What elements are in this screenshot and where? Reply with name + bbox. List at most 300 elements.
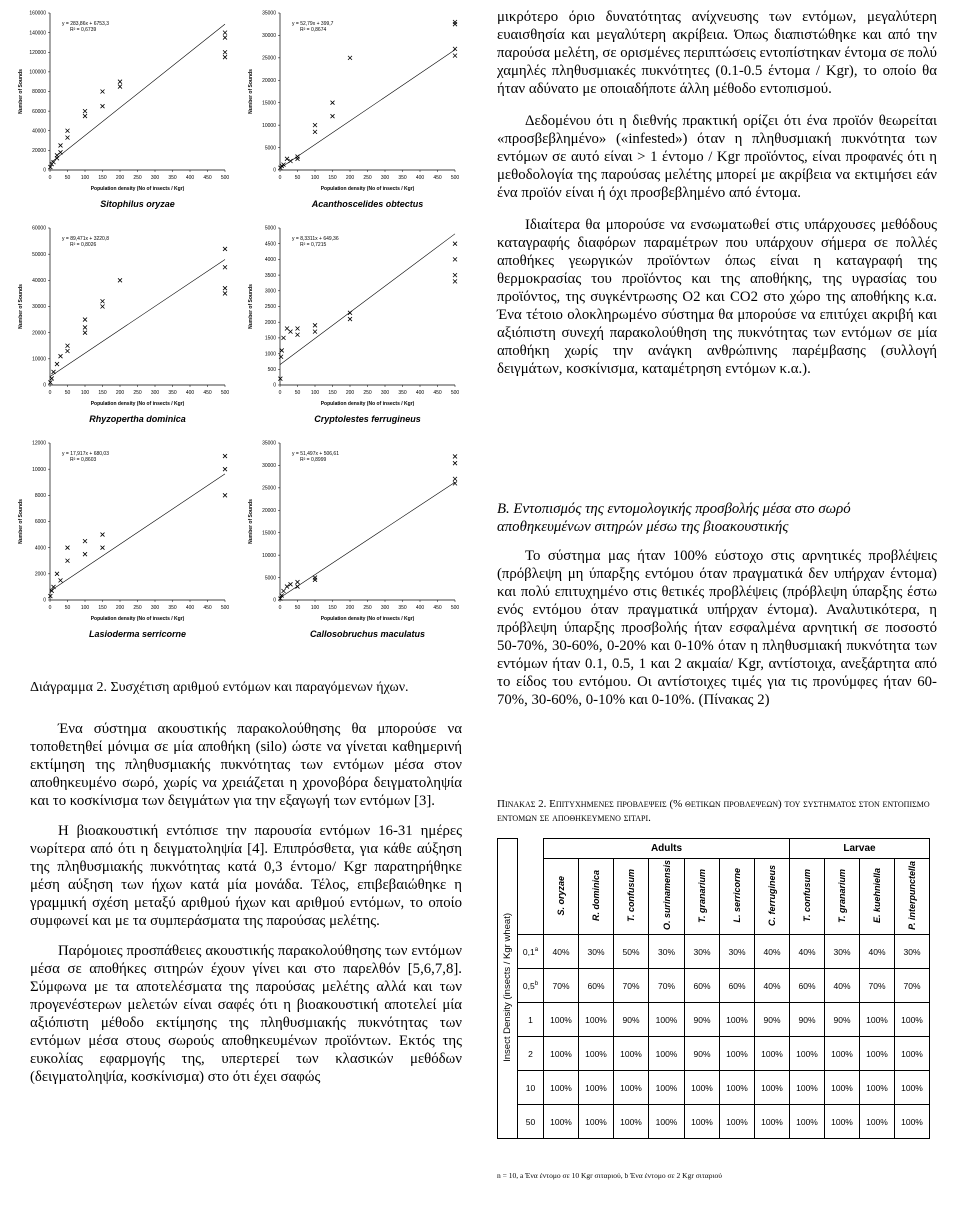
data-point: [101, 104, 105, 108]
x-tick-label: 50: [294, 175, 301, 181]
x-tick-label: 0: [48, 175, 52, 181]
data-point: [278, 377, 282, 381]
regression-equation: y = 89,471x + 3220,8: [62, 236, 109, 242]
x-tick-label: 300: [380, 605, 390, 611]
data-point: [52, 370, 56, 374]
y-tick-label: 100000: [29, 69, 46, 76]
percent-cell: 70%: [544, 969, 579, 1003]
percent-cell: 60%: [720, 969, 755, 1003]
trend-line: [280, 50, 455, 168]
regression-r2: R² = 0,8603: [70, 457, 97, 463]
x-tick-label: 200: [115, 175, 125, 181]
x-tick-label: 100: [80, 390, 90, 396]
trend-line: [50, 24, 225, 163]
x-tick-label: 500: [450, 605, 460, 611]
data-point: [348, 317, 352, 321]
density-value: 10: [518, 1071, 544, 1105]
x-tick-label: 0: [278, 605, 282, 611]
percent-cell: 100%: [649, 1003, 685, 1037]
regression-r2: R² = 0,8674: [300, 27, 327, 33]
y-tick-label: 5000: [264, 225, 276, 232]
trend-line: [280, 234, 455, 365]
species-name: T. granarium: [697, 868, 707, 923]
chart-svg: [240, 435, 470, 650]
percent-cell: 100%: [825, 1037, 860, 1071]
y-tick-label: 60000: [32, 108, 46, 115]
species-header: [755, 859, 790, 935]
species-name: S. oryzae: [556, 875, 566, 916]
x-tick-label: 350: [398, 605, 407, 611]
data-point: [331, 101, 335, 105]
data-point: [83, 109, 87, 113]
x-tick-label: 50: [294, 605, 301, 611]
x-tick-label: 350: [168, 390, 177, 396]
percent-cell: 100%: [579, 1105, 614, 1139]
species-name: T. confusum: [626, 869, 636, 922]
x-tick-label: 100: [310, 175, 320, 181]
y-tick-label: 20000: [32, 148, 46, 155]
data-point: [289, 582, 293, 586]
x-tick-label: 250: [133, 605, 142, 611]
species-header: [860, 859, 895, 935]
species-name: E. kuehniella: [872, 867, 882, 924]
percent-cell: 90%: [790, 1003, 825, 1037]
percent-cell: 100%: [614, 1105, 649, 1139]
percent-cell: 100%: [544, 1105, 579, 1139]
table-row: [498, 935, 930, 969]
data-point: [101, 533, 105, 537]
results-table: [497, 838, 949, 1138]
x-tick-label: 200: [345, 605, 355, 611]
percent-cell: 100%: [860, 1071, 895, 1105]
species-header: [579, 859, 614, 935]
chart-c1: [10, 5, 240, 220]
y-axis-label: Number of Sounds: [18, 69, 24, 114]
percent-cell: 100%: [579, 1037, 614, 1071]
data-point: [285, 157, 289, 161]
data-point: [313, 330, 317, 334]
y-tick-label: 15000: [262, 100, 276, 107]
data-point: [223, 36, 227, 40]
data-point: [101, 305, 105, 309]
right-column-text: [497, 8, 937, 392]
y-tick-label: 1500: [264, 335, 276, 342]
x-tick-label: 450: [203, 175, 212, 181]
percent-cell: 100%: [544, 1037, 579, 1071]
regression-r2: R² = 0,6739: [70, 27, 97, 33]
paragraph: Η βιοακουστική εντόπισε την παρουσία εντόμων 16-31 ημέρες νωρίτερα από ότι η δειγματοληψία [4]. Επιπρόσθετα, για κάθε αύξηση της πληθυσμιακής πυκνότητας κατά 0,3 έντομο/ Kgr παρατηρήθηκε μέση αύξηση των ήχων κατά μία μονάδα. Τέλος, επιβεβαιώθηκε η γραμμική σχέση μεταξύ αριθμού ήχων και αριθμού εντόμων, το οποίο συμφωνεί και με τα συμπεράσματα της παρούσας μελέτης.: [30, 823, 462, 929]
x-tick-label: 450: [433, 390, 442, 396]
data-point: [279, 355, 283, 359]
regression-r2: R² = 0,8999: [300, 457, 327, 463]
density-value: 0,1$^a$: [518, 935, 544, 969]
data-point: [331, 114, 335, 118]
chart-svg: [240, 220, 470, 435]
x-tick-label: 0: [278, 390, 282, 396]
percent-cell: 100%: [720, 1105, 755, 1139]
data-point: [118, 80, 122, 84]
data-point: [223, 247, 227, 251]
y-tick-label: 20000: [32, 330, 46, 337]
section-heading: Β. Εντοπισμός της εντομολογικής προσβολής μέσα στο σωρό αποθηκευμένων σιτηρών μέσω της βιοακουστικής: [497, 501, 851, 535]
percent-cell: 40%: [755, 969, 790, 1003]
data-point: [66, 559, 70, 563]
table-row: [498, 969, 930, 1003]
y-tick-label: 30000: [262, 463, 276, 470]
x-tick-label: 350: [398, 390, 407, 396]
percent-cell: 60%: [790, 969, 825, 1003]
y-axis-label: Number of Sounds: [18, 499, 24, 544]
species-header: [614, 859, 649, 935]
section-b-heading: [497, 500, 937, 536]
y-tick-label: 5000: [264, 145, 276, 152]
percent-cell: 100%: [649, 1037, 685, 1071]
x-tick-label: 0: [278, 175, 282, 181]
percent-cell: 100%: [755, 1105, 790, 1139]
x-tick-label: 150: [328, 390, 337, 396]
data-point: [453, 477, 457, 481]
left-column-text: [30, 720, 462, 1098]
data-point: [453, 242, 457, 246]
percent-cell: 100%: [755, 1037, 790, 1071]
percent-cell: 90%: [685, 1037, 720, 1071]
x-tick-label: 400: [185, 390, 195, 396]
y-tick-label: 50000: [32, 251, 46, 258]
chart-title: Rhyzopertha dominica: [89, 414, 186, 424]
x-axis-label: Population density (No of insects / Kgr): [90, 401, 185, 407]
data-point: [313, 130, 317, 134]
header-blank: [518, 839, 544, 935]
data-point: [55, 156, 59, 160]
percent-cell: 100%: [790, 1037, 825, 1071]
table-row: [498, 1105, 930, 1139]
group-header-larvae: Larvae: [790, 839, 930, 859]
density-axis-text: Insect Density (insects / Kgr wheat): [502, 913, 513, 1062]
percent-cell: 60%: [685, 969, 720, 1003]
percent-cell: 30%: [720, 935, 755, 969]
table-title: Πινακας 2. Επιτυχημενες προβλεψεις (% θετικων προβλεψεων) του συστηματος στον εντοπισμο εντομων σε αποθηκευμενο σιταρι.: [497, 798, 930, 824]
chart-title: Callosobruchus maculatus: [309, 629, 426, 639]
x-tick-label: 150: [98, 390, 107, 396]
section-b-body: [497, 547, 937, 709]
density-value: 0,5$^b$: [518, 969, 544, 1003]
data-point: [453, 273, 457, 277]
percent-cell: 100%: [895, 1037, 930, 1071]
percent-cell: 70%: [860, 969, 895, 1003]
x-tick-label: 150: [98, 175, 107, 181]
chart-title: Lasioderma serricorne: [88, 629, 187, 639]
regression-equation: y = 8,3311x + 649,36: [292, 236, 339, 242]
y-tick-label: 40000: [32, 278, 46, 285]
species-header: [895, 859, 930, 935]
data-point: [453, 461, 457, 465]
paragraph: Το σύστημα μας ήταν 100% εύστοχο στις αρνητικές προβλέψεις (πρόβλεψη μη ύπαρξης εντόμου όταν πραγματικά δεν υπήρχαν έντομα) και πολύ επιτυχημένο στις θετικές προβλέψεις (πρόβλεψη ύπαρξης έστω ενός εντόμου όταν πραγματικά υπήρχαν έντομα). Αναλυτικότερα, η πρόβλεψη ύπαρξης προσβολής ήταν εσφαλμένα αρνητική σε ποσοστό 50-70%, 30-60%, 0-20% και 0-10% όταν η πληθυσμιακή πυκνότητα των εντόμων ήταν 0.1, 0.5, 1 και 2 ακμαία/ Kgr, αντίστοιχα, ανεξάρτητα από το είδος του εντόμου. Οι αντίστοιχες τιμές για τις προνύμφες ήταν 60-70%, 30-60%, 0-10% και 0-10%. (Πίνακας 2): [497, 548, 937, 708]
percent-cell: 90%: [825, 1003, 860, 1037]
table-row: [498, 1071, 930, 1105]
x-tick-label: 150: [328, 175, 337, 181]
y-tick-label: 6000: [34, 519, 46, 526]
x-tick-label: 450: [433, 175, 442, 181]
x-tick-label: 250: [363, 390, 372, 396]
percent-cell: 100%: [614, 1071, 649, 1105]
density-value: 50: [518, 1105, 544, 1139]
data-point: [66, 129, 70, 133]
data-point: [83, 552, 87, 556]
data-point: [453, 54, 457, 58]
percent-cell: 100%: [860, 1037, 895, 1071]
x-tick-label: 0: [48, 390, 52, 396]
x-tick-label: 50: [294, 390, 301, 396]
data-point: [223, 493, 227, 497]
y-tick-label: 4500: [264, 241, 276, 248]
species-header: [720, 859, 755, 935]
trend-line: [50, 260, 225, 377]
y-axis-label: Number of Sounds: [248, 284, 254, 329]
data-point: [101, 546, 105, 550]
species-name: P. interpunctella: [907, 861, 917, 930]
x-tick-label: 250: [133, 390, 142, 396]
trend-line: [280, 482, 455, 598]
regression-equation: y = 51,497x + 506,61: [292, 451, 339, 457]
table-row: [498, 1037, 930, 1071]
table-footnote: n = 10, a Ένα έντομο σε 10 Kgr σιταριού, b Ένα έντομο σε 2 Kgr σιταριού: [497, 1171, 722, 1180]
trend-line: [50, 474, 225, 591]
regression-r2: R² = 0,8026: [70, 242, 97, 248]
x-axis-label: Population density (No of insects / Kgr): [90, 616, 185, 622]
y-tick-label: 160000: [29, 10, 46, 17]
y-tick-label: 0: [43, 167, 46, 174]
x-tick-label: 500: [450, 390, 460, 396]
data-point: [55, 572, 59, 576]
percent-cell: 40%: [860, 935, 895, 969]
y-axis-label: Number of Sounds: [248, 69, 254, 114]
y-tick-label: 5000: [264, 575, 276, 582]
percent-cell: 50%: [614, 935, 649, 969]
x-axis-label: Population density (No of insects / Kgr): [320, 616, 415, 622]
x-tick-label: 350: [168, 175, 177, 181]
percent-cell: 40%: [790, 935, 825, 969]
paragraph: Ιδιαίτερα θα μπορούσε να ενσωματωθεί στις υπάρχουσες μεθόδους καταγραφής διαφόρων παραμέτρων που υπάρχουν σήμερα σε πολλές αποθήκες γεωργικών προϊόντων όπως είναι η καταγραφή της θερμοκρασίας του προϊόντος και της αποθήκης, της υγρασίας του προϊόντος, της συγκέντρωσης O2 και CO2 στο χώρο της αποθήκης κ.α. Ένα τέτοιο ολοκληρωμένο σύστημα θα μπορούσε να επιτύχει ακριβή και αξιόπιστη συνεχή παρακολούθηση της πυκνότητας των εντόμων σε μία αποθήκη χωρίς την ανάγκη ανθρώπινης παρέμβασης (συλλογή δειγμάτων, κοσκίνισμα, καταμέτρηση εντόμων κ.α.).: [497, 217, 937, 377]
x-tick-label: 500: [220, 390, 230, 396]
species-name: L. serricorne: [732, 868, 742, 923]
data-point: [101, 299, 105, 303]
y-tick-label: 30000: [32, 304, 46, 311]
density-axis-label: [498, 839, 518, 1139]
predictions-table: [497, 838, 930, 1139]
x-tick-label: 200: [115, 605, 125, 611]
x-axis-label: Population density (No of insects / Kgr): [90, 186, 185, 192]
x-tick-label: 500: [450, 175, 460, 181]
chart-c2: [240, 5, 470, 220]
data-point: [66, 136, 70, 140]
percent-cell: 100%: [720, 1003, 755, 1037]
x-tick-label: 250: [133, 175, 142, 181]
percent-cell: 100%: [825, 1105, 860, 1139]
data-point: [223, 31, 227, 35]
percent-cell: 100%: [895, 1105, 930, 1139]
x-tick-label: 100: [310, 605, 320, 611]
x-tick-label: 50: [64, 390, 71, 396]
y-tick-label: 140000: [29, 30, 46, 37]
percent-cell: 100%: [895, 1071, 930, 1105]
data-point: [285, 585, 289, 589]
y-tick-label: 120000: [29, 49, 46, 56]
y-tick-label: 8000: [34, 493, 46, 500]
data-point: [83, 539, 87, 543]
percent-cell: 100%: [860, 1003, 895, 1037]
y-tick-label: 0: [273, 167, 276, 174]
x-tick-label: 500: [220, 175, 230, 181]
species-header: [649, 859, 685, 935]
data-point: [118, 85, 122, 89]
percent-cell: 30%: [649, 935, 685, 969]
y-tick-label: 10000: [32, 466, 46, 473]
percent-cell: 100%: [790, 1105, 825, 1139]
data-point: [223, 265, 227, 269]
data-point: [223, 454, 227, 458]
y-tick-label: 12000: [32, 440, 46, 447]
data-point: [66, 546, 70, 550]
data-point: [296, 585, 300, 589]
x-tick-label: 500: [220, 605, 230, 611]
x-tick-label: 100: [310, 390, 320, 396]
x-tick-label: 400: [415, 605, 425, 611]
x-tick-label: 400: [185, 175, 195, 181]
percent-cell: 100%: [579, 1071, 614, 1105]
y-tick-label: 0: [273, 382, 276, 389]
data-point: [296, 333, 300, 337]
regression-equation: y = 52,79x + 399,7: [292, 21, 334, 27]
x-tick-label: 300: [150, 605, 160, 611]
y-tick-label: 10000: [262, 122, 276, 129]
data-point: [453, 454, 457, 458]
figure-caption: Διάγραμμα 2. Συσχέτιση αριθμού εντόμων και παραγόμενων ήχων.: [30, 680, 409, 695]
data-point: [59, 578, 63, 582]
species-name: O. surinamensis: [661, 860, 672, 931]
percent-cell: 100%: [755, 1071, 790, 1105]
y-tick-label: 25000: [262, 55, 276, 62]
paragraph: μικρότερο όριο δυνατότητας ανίχνευσης των εντόμων, μεγαλύτερη ευαισθησία και μεγαλύτερη ακρίβεια. Όπως διαπιστώθηκε και από την παρούσα μελέτη, σε ορισμένες περιπτώσεις εντοπίστηκαν έντομα σε πολύ χαμηλές πληθυσμιακές πυκνότητες (0.1-0.5 έντομα / Kgr), το οποίο θα ήταν αδύνατο με οποιαδήποτε άλλη μέθοδο εντοπισμού.: [497, 9, 938, 97]
chart-svg: [240, 5, 470, 220]
species-name: T. confusum: [802, 869, 812, 922]
regression-r2: R² = 0,7215: [300, 242, 327, 248]
x-tick-label: 400: [185, 605, 195, 611]
y-tick-label: 2500: [264, 304, 276, 311]
x-tick-label: 50: [64, 605, 71, 611]
table-row: [498, 1003, 930, 1037]
x-axis-label: Population density (No of insects / Kgr): [320, 401, 415, 407]
percent-cell: 100%: [860, 1105, 895, 1139]
y-tick-label: 0: [273, 597, 276, 604]
data-point: [282, 589, 286, 593]
chart-svg: [10, 5, 240, 220]
y-tick-label: 0: [43, 597, 46, 604]
y-tick-label: 15000: [262, 530, 276, 537]
percent-cell: 100%: [790, 1071, 825, 1105]
chart-c4: [240, 220, 470, 435]
data-point: [453, 257, 457, 261]
x-tick-label: 0: [48, 605, 52, 611]
y-tick-label: 25000: [262, 485, 276, 492]
percent-cell: 100%: [544, 1003, 579, 1037]
data-point: [348, 56, 352, 60]
percent-cell: 100%: [720, 1071, 755, 1105]
data-point: [280, 348, 284, 352]
data-point: [223, 55, 227, 59]
data-point: [296, 157, 300, 161]
x-tick-label: 300: [150, 390, 160, 396]
percent-cell: 100%: [685, 1105, 720, 1139]
species-header: [790, 859, 825, 935]
y-tick-label: 30000: [262, 33, 276, 40]
species-name: R. dominica: [591, 869, 601, 921]
percent-cell: 30%: [825, 935, 860, 969]
data-point: [289, 159, 293, 163]
y-tick-label: 0: [43, 382, 46, 389]
x-tick-label: 50: [64, 175, 71, 181]
x-tick-label: 350: [398, 175, 407, 181]
x-tick-label: 350: [168, 605, 177, 611]
y-tick-label: 20000: [262, 507, 276, 514]
percent-cell: 60%: [579, 969, 614, 1003]
percent-cell: 70%: [614, 969, 649, 1003]
chart-svg: [10, 435, 240, 650]
chart-title: Acanthoscelides obtectus: [311, 199, 424, 209]
y-tick-label: 10000: [262, 552, 276, 559]
x-tick-label: 200: [345, 390, 355, 396]
data-point: [55, 362, 59, 366]
data-point: [313, 323, 317, 327]
percent-cell: 100%: [720, 1037, 755, 1071]
species-header: [825, 859, 860, 935]
data-point: [313, 578, 317, 582]
y-tick-label: 4000: [264, 257, 276, 264]
paragraph: Δεδομένου ότι η διεθνής πρακτική ορίζει ότι ένα προϊόν θεωρείται «προσβεβλημένο» («infested») όταν η πληθυσμιακή πυκνότητα των εντόμων σε αυτό είναι > 1 έντομο / Kgr προϊόντος, είναι προφανές ότι η μεθοδολογία της παρούσας μελέτης μπορεί με ακρίβεια να εκτιμήσει εάν ένα προϊόν είναι ή όχι προσβεβλημένο από έντομα.: [497, 113, 937, 201]
x-tick-label: 100: [80, 605, 90, 611]
x-tick-label: 400: [415, 390, 425, 396]
y-axis-label: Number of Sounds: [18, 284, 24, 329]
y-tick-label: 80000: [32, 89, 46, 96]
x-axis-label: Population density (No of insects / Kgr): [320, 186, 415, 192]
x-tick-label: 200: [115, 390, 125, 396]
data-point: [223, 291, 227, 295]
data-point: [223, 467, 227, 471]
data-point: [313, 123, 317, 127]
percent-cell: 30%: [685, 935, 720, 969]
x-tick-label: 200: [345, 175, 355, 181]
data-point: [59, 150, 63, 154]
y-tick-label: 3500: [264, 272, 276, 279]
data-point: [66, 349, 70, 353]
percent-cell: 30%: [579, 935, 614, 969]
data-point: [66, 344, 70, 348]
chart-title: Cryptolestes ferrugineus: [314, 414, 421, 424]
density-footnote-mark: a: [534, 946, 539, 953]
data-point: [453, 279, 457, 283]
data-point: [453, 47, 457, 51]
y-axis-label: Number of Sounds: [248, 499, 254, 544]
y-tick-label: 4000: [34, 545, 46, 552]
paragraph: Ένα σύστημα ακουστικής παρακολούθησης θα μπορούσε να τοποθετηθεί μόνιμα σε μία αποθήκη (silo) ώστε να γίνεται καθημερινή εκτίμηση της πληθυσμιακής πυκνότητας των εντόμων μέσα στον αποθηκευμένο σωρό, χωρίς να χρειάζεται η χρονοβόρα δειγματοληψία και το κοσκίνισμα των δειγμάτων για την εξαγωγή των εντόμων [3].: [30, 721, 462, 809]
y-tick-label: 40000: [32, 128, 46, 135]
percent-cell: 100%: [649, 1105, 685, 1139]
percent-cell: 70%: [895, 969, 930, 1003]
chart-c5: [10, 435, 240, 650]
regression-equation: y = 283,86x + 6753,3: [62, 21, 109, 27]
x-tick-label: 250: [363, 605, 372, 611]
data-point: [296, 326, 300, 330]
x-tick-label: 450: [203, 390, 212, 396]
